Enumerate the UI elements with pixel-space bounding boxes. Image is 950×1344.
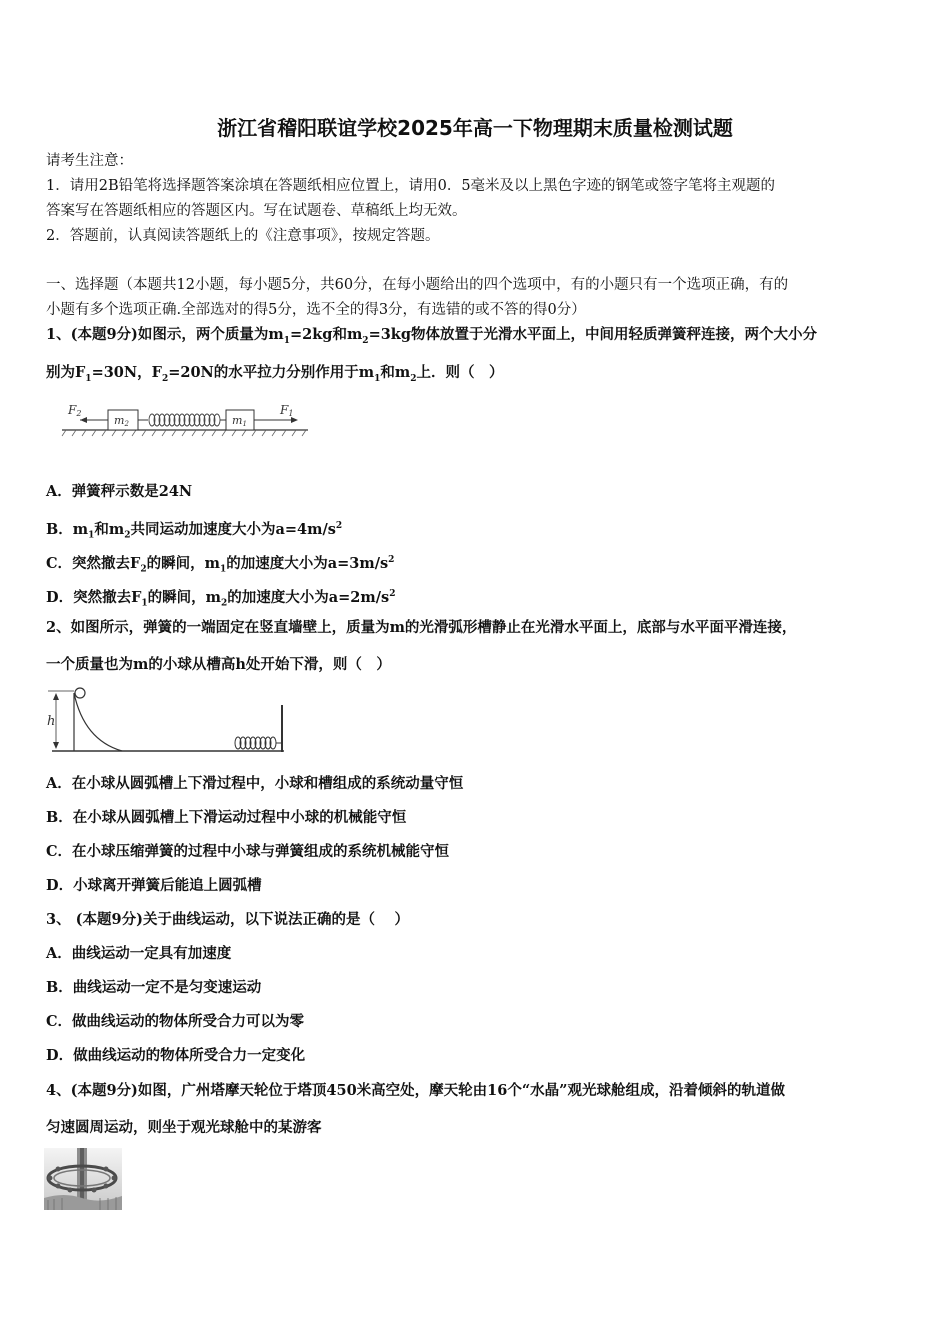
q4-stem-line2: 匀速圆周运动，则坐于观光球舱中的某游客 bbox=[46, 1119, 322, 1136]
q1-option-b: B．$m_1$和$m_2$共同运动加速度大小为$a=4m/s^2$ bbox=[46, 520, 343, 541]
q1-option-d: D．突然撤去$F_1$的瞬间，$m_2$的加速度大小为$a=2m/s^2$ bbox=[46, 588, 396, 609]
page-title: 浙江省稽阳联谊学校2025年高一下物理期末质量检测试题 bbox=[217, 116, 733, 140]
q3-option-b: B．曲线运动一定不是匀变速运动 bbox=[46, 979, 262, 996]
q1-m1-label: m1 bbox=[232, 414, 247, 428]
q2-option-a: A．在小球从圆弧槽上下滑过程中，小球和槽组成的系统动量守恒 bbox=[46, 775, 464, 792]
notice-item-2: 2．答题前，认真阅读答题纸上的《注意事项》，按规定答题。 bbox=[46, 228, 440, 244]
q2-option-c: C．在小球压缩弹簧的过程中小球与弹簧组成的系统机械能守恒 bbox=[46, 843, 450, 860]
q1-stem-line1: 1、(本题9分)如图示，两个质量为$m_1=2kg$和$m_2=3kg$物体放置于光滑水平面上，中间用轻质弹簧秤连接，两个大小分 bbox=[46, 326, 817, 346]
q2-stem-line2: 一个质量也为m的小球从槽高h处开始下滑，则（ ） bbox=[46, 656, 391, 673]
q3-stem: 3、 (本题9分)关于曲线运动，以下说法正确的是（ ） bbox=[46, 911, 409, 928]
q3-option-d: D．做曲线运动的物体所受合力一定变化 bbox=[46, 1047, 306, 1064]
notice-heading: 请考生注意： bbox=[46, 153, 133, 169]
q2-stem-line1: 2、如图所示，弹簧的一端固定在竖直墙壁上，质量为m的光滑弧形槽静止在光滑水平面上，底部与水平面平滑连接， bbox=[46, 619, 797, 636]
q1-f1-label: F1 bbox=[280, 403, 294, 418]
q1-m2-label: m2 bbox=[114, 414, 129, 428]
q1-stem-line2: 别为$F_1=30N$，$F_2=20N$的水平拉力分别作用于$m_1$和$m_2$上．则（ ） bbox=[46, 364, 504, 384]
q2-spring bbox=[235, 737, 276, 749]
q3-option-c: C．做曲线运动的物体所受合力可以为零 bbox=[46, 1013, 305, 1030]
q2-option-d: D．小球离开弹簧后能追上圆弧槽 bbox=[46, 877, 262, 894]
q1-spring-diagram bbox=[60, 398, 312, 440]
q4-stem-line1: 4、(本题9分)如图，广州塔摩天轮位于塔顶450米高空处，摩天轮由16个“水晶”观光球舱组成，沿着倾斜的轨道做 bbox=[46, 1082, 786, 1099]
section-intro-1: 一、选择题（本题共12小题，每小题5分，共60分，在每小题给出的四个选项中，有的小题只有一个选项正确，有的 bbox=[46, 277, 789, 293]
q2-ball bbox=[75, 688, 85, 698]
notice-item-1a: 1．请用2B铅笔将选择题答案涂填在答题纸相应位置上，请用0．5毫米及以上黑色字迹的钢笔或签字笔将主观题的 bbox=[46, 178, 776, 194]
notice-item-1b: 答案写在答题纸相应的答题区内。写在试题卷、草稿纸上均无效。 bbox=[46, 203, 467, 219]
q2-option-b: B．在小球从圆弧槽上下滑运动过程中小球的机械能守恒 bbox=[46, 809, 407, 826]
q2-arc-groove-diagram bbox=[44, 685, 289, 755]
q2-h-label: h bbox=[47, 714, 56, 729]
q1-spring bbox=[149, 414, 220, 426]
q1-f2-label: F2 bbox=[68, 403, 82, 418]
section-intro-2: 小题有多个选项正确.全部选对的得5分，选不全的得3分，有选错的或不答的得0分） bbox=[46, 302, 586, 318]
q1-option-a: A．弹簧秤示数是24N bbox=[46, 483, 193, 500]
q4-ferris-wheel-photo bbox=[44, 1148, 122, 1210]
q1-option-c: C．突然撤去$F_2$的瞬间，$m_1$的加速度大小为$a=3m/s^2$ bbox=[46, 554, 395, 575]
q3-option-a: A．曲线运动一定具有加速度 bbox=[46, 945, 232, 962]
